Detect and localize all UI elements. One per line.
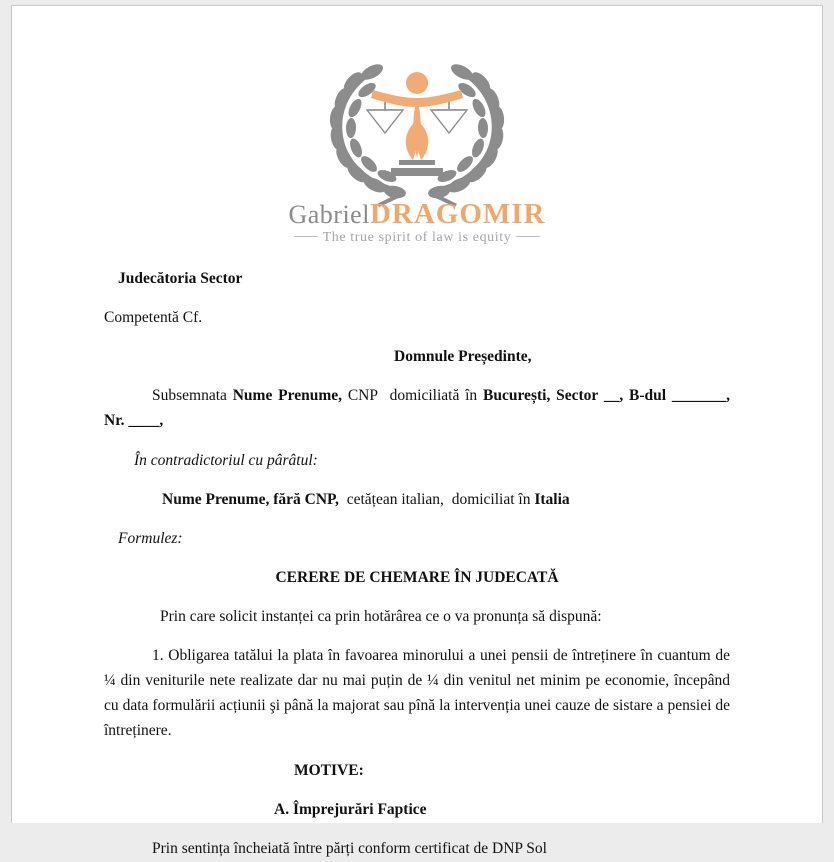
defendant-citizenship: cetățean italian, xyxy=(346,490,444,508)
document-page xyxy=(11,5,823,857)
claim-item-1: 1. Obligarea tatălui la plata în favoarea minorului a unei pensii de întreținere în cuantum de ¼ din veniturile nete realizate dar nu mai puțin de ¼ din venitul net minim pe economie, începând cu data formulării acțiunii şi până la majorat sau pînă la intervenția unei cauze de sistare a pensiei de întreținere. xyxy=(104,647,730,740)
defendant-name: Nume Prenume, fără CNP, xyxy=(162,490,339,508)
contradictory-label: În contradictoriul cu pârâtul: xyxy=(134,451,318,469)
plaintiff-address-blank: _______ xyxy=(671,387,727,405)
scales-of-justice-laurel-logo-icon xyxy=(317,54,517,202)
section-a-heading: A. Împrejurări Faptice xyxy=(274,800,427,818)
partial-last-line: Prin sentința încheiată între părți conform certificat de DNP Sol xyxy=(152,839,547,857)
defendant-domicile-lead: domiciliat în xyxy=(451,490,531,508)
firm-logo xyxy=(104,6,730,246)
plaintiff-nr-blank: , Nr. ____, xyxy=(104,387,730,430)
tagline-dash-left-icon xyxy=(294,236,318,237)
document-body xyxy=(104,266,730,857)
request-intro: Prin care solicit instanței ca prin hotărârea ce o va pronunța să dispună: xyxy=(160,607,602,625)
page-content xyxy=(12,6,822,862)
plaintiff-cnp-label: CNP xyxy=(347,387,378,405)
plaintiff-mid: domiciliată în xyxy=(389,387,478,405)
logo-wordmark xyxy=(104,200,730,229)
logo-tagline: The true spirit of law is equity xyxy=(322,230,512,245)
logo-name-first: Gabriel xyxy=(288,200,370,229)
defendant-domicile: Italia xyxy=(534,490,570,508)
plaintiff-lead: Subsemnata xyxy=(152,387,227,405)
plaintiff-paragraph xyxy=(104,383,730,433)
formulez-label: Formulez: xyxy=(118,529,183,547)
logo-name-last: DRAGOMIR xyxy=(369,198,546,230)
motive-heading: MOTIVE: xyxy=(294,761,364,779)
court-line: Judecătoria Sector xyxy=(118,270,243,287)
tagline-dash-right-icon xyxy=(516,236,540,237)
competence-line: Competentă Cf. xyxy=(104,309,203,327)
defendant-paragraph xyxy=(104,487,730,512)
document-title: CERERE DE CHEMARE ÎN JUDECATĂ xyxy=(275,568,559,586)
salutation: Domnule Președinte, xyxy=(394,348,532,366)
logo-tagline-row xyxy=(104,230,730,246)
plaintiff-name: Nume Prenume, xyxy=(232,387,342,405)
plaintiff-city: București, Sector __, B-dul xyxy=(483,387,667,405)
